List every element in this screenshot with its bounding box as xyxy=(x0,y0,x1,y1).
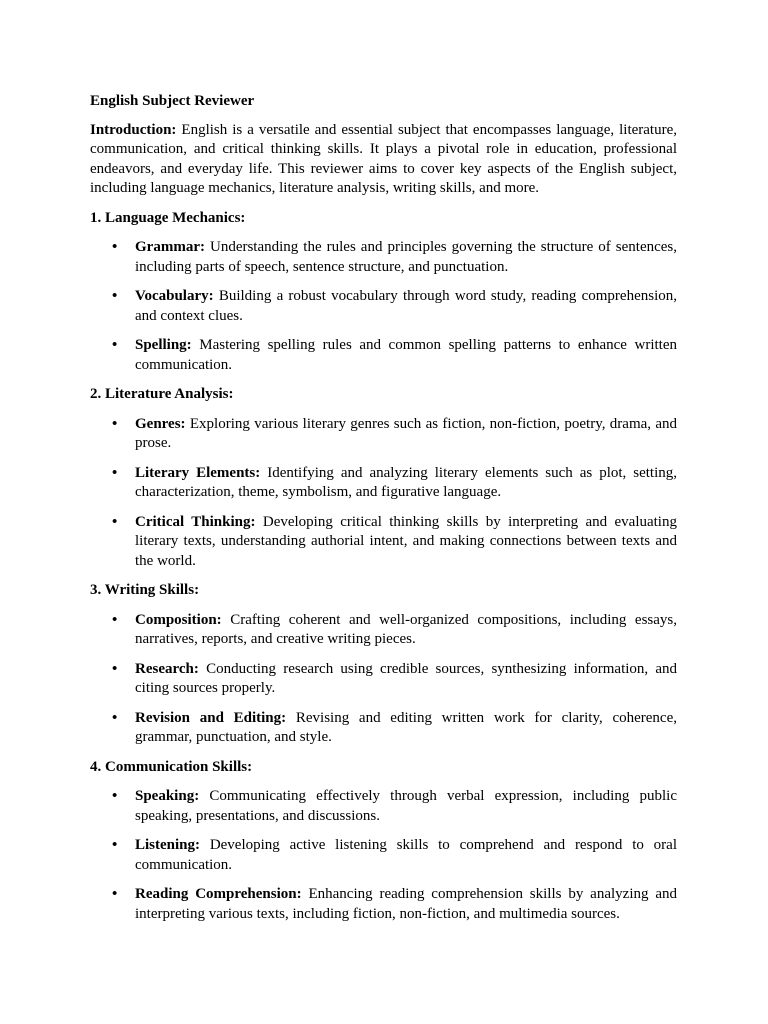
document-page xyxy=(90,92,677,934)
introduction-paragraph xyxy=(90,121,677,199)
section-heading-language-mechanics: 1. Language Mechanics: xyxy=(90,209,246,226)
item-text: Crafting coherent and well-organized compositions, including essays, narratives, reports, and creative writing pieces. xyxy=(135,611,678,647)
item-term: Revision and Editing: xyxy=(135,709,287,726)
bullet-icon: • xyxy=(112,788,118,804)
list-item xyxy=(90,336,677,375)
item-text: Building a robust vocabulary through word study, reading comprehension, and context clues. xyxy=(135,288,677,324)
item-text: Conducting research using credible sources, synthesizing information, and citing sources properly. xyxy=(135,660,678,696)
bullet-icon: • xyxy=(112,611,118,628)
list-item xyxy=(90,885,677,924)
item-text: Communicating effectively through verbal expression, including public speaking, presentations, and discussions. xyxy=(135,788,677,824)
item-term: Grammar: xyxy=(135,239,205,255)
document-title: English Subject Reviewer xyxy=(90,93,255,109)
bullet-icon: • xyxy=(112,415,118,432)
item-text: Mastering spelling rules and common spelling patterns to enhance written communication. xyxy=(135,337,677,373)
item-text: Developing active listening skills to comprehend and respond to oral communication. xyxy=(135,837,678,873)
bullet-icon: • xyxy=(112,239,118,255)
item-text: Developing critical thinking skills by interpreting and evaluating literary texts, understanding authorial intent, and making connections between texts and the world. xyxy=(135,513,677,569)
list-item xyxy=(90,611,677,650)
introduction-text: English is a versatile and essential subject that encompasses language, literature, communication, and critical thinking skills. It plays a pivotal role in education, professional endeavors, and everyday life. This reviewer aims to cover key aspects of the English subject, including language mechanics, literature analysis, writing skills, and more. xyxy=(90,121,677,196)
list-item xyxy=(90,287,677,326)
item-term: Speaking: xyxy=(135,788,200,804)
item-term: Reading Comprehension: xyxy=(135,886,302,902)
list-item xyxy=(90,836,677,875)
section-heading-literature-analysis: 2. Literature Analysis: xyxy=(90,386,234,402)
list-item xyxy=(90,238,677,277)
item-term: Literary Elements: xyxy=(135,464,261,481)
section-heading-writing-skills: 3. Writing Skills: xyxy=(90,582,200,598)
item-text: Revising and editing written work for clarity, coherence, grammar, punctuation, and style. xyxy=(135,709,677,745)
item-term: Spelling: xyxy=(135,337,192,353)
list-item xyxy=(90,513,677,572)
section-list-literature-analysis xyxy=(90,415,677,572)
item-term: Vocabulary: xyxy=(135,288,214,304)
section-list-communication-skills xyxy=(90,787,677,924)
bullet-icon: • xyxy=(112,660,118,677)
item-term: Critical Thinking: xyxy=(135,513,256,530)
item-term: Genres: xyxy=(135,415,186,432)
list-item xyxy=(90,464,677,503)
item-text: Identifying and analyzing literary elements such as plot, setting, characterization, theme, symbolism, and figurative language. xyxy=(135,464,678,500)
item-term: Composition: xyxy=(135,611,222,628)
bullet-icon: • xyxy=(112,464,118,481)
list-item xyxy=(90,787,677,826)
bullet-icon: • xyxy=(112,513,118,530)
item-term: Research: xyxy=(135,660,199,677)
item-text: Exploring various literary genres such as fiction, non-fiction, poetry, drama, and prose. xyxy=(135,415,677,451)
item-text: Understanding the rules and principles governing the structure of sentences, including parts of speech, sentence structure, and punctuation. xyxy=(135,239,678,275)
bullet-icon: • xyxy=(112,709,118,726)
item-term: Listening: xyxy=(135,837,201,853)
bullet-icon: • xyxy=(112,837,118,853)
bullet-icon: • xyxy=(112,886,118,902)
list-item xyxy=(90,415,677,454)
list-item xyxy=(90,709,677,748)
bullet-icon: • xyxy=(112,288,118,304)
list-item xyxy=(90,660,677,699)
bullet-icon: • xyxy=(112,337,118,353)
section-heading-communication-skills: 4. Communication Skills: xyxy=(90,758,253,775)
section-list-writing-skills xyxy=(90,611,677,748)
item-text: Enhancing reading comprehension skills by analyzing and interpreting various texts, including fiction, non-fiction, and multimedia sources. xyxy=(135,886,677,922)
section-list-language-mechanics xyxy=(90,238,677,375)
introduction-label: Introduction: xyxy=(90,121,177,138)
